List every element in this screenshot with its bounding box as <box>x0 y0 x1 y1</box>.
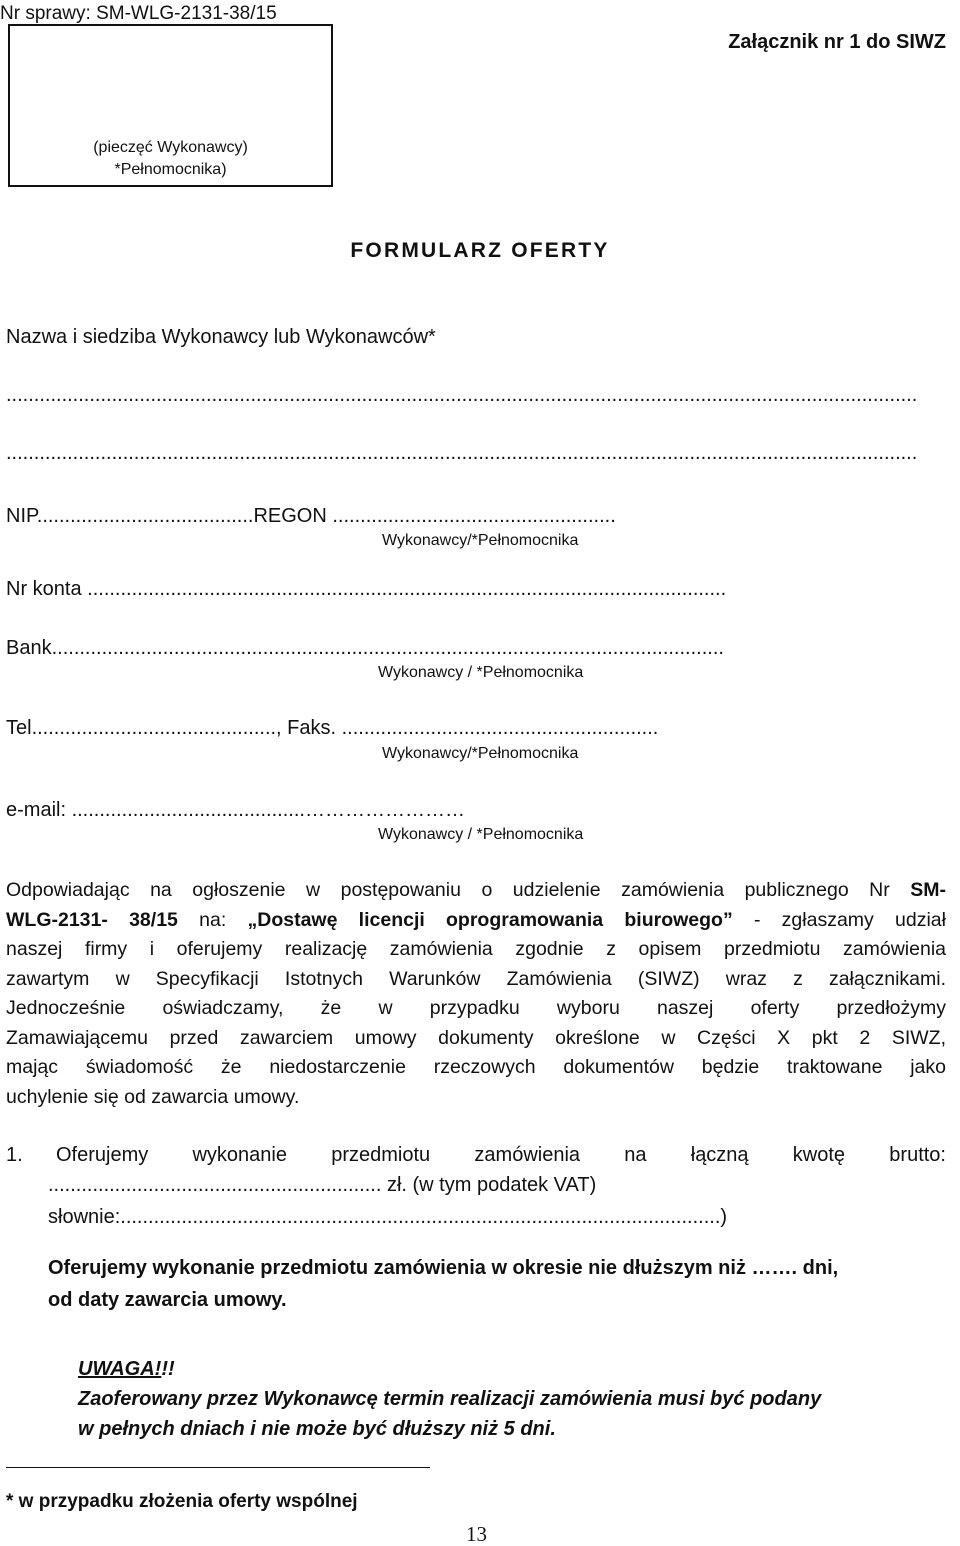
paragraph-line-2: WLG-2131- 38/15 na: „Dostawę licencji oprogramowania biurowego” - zgłaszamy udział <box>6 908 946 931</box>
nip-regon-line: NIP.......................................REGON ................................................... <box>6 505 616 527</box>
deadline-line-2: od daty zawarcia umowy. <box>48 1289 287 1311</box>
deadline-line-1: Oferujemy wykonanie przedmiotu zamówienia w okresie nie dłuższym niż ……. dni, <box>48 1257 839 1279</box>
paragraph-line-1: Odpowiadając na ogłoszenie w postępowaniu o udzielenie zamówienia publicznego Nr SM- <box>6 879 946 901</box>
paragraph-line-4: zawartym w Specyfikacji Istotnych Warunków Zamówienia (SIWZ) wraz z załącznikami. <box>6 967 946 990</box>
bank-line: Bank......................................................................................................................... <box>6 637 724 659</box>
note-label: UWAGA!!! <box>78 1358 175 1380</box>
paragraph-line-5: Jednocześnie oświadczamy, że w przypadku wyboru naszej oferty przedłożymy <box>6 997 946 1019</box>
contractor-dots-line-1: .................................................................................................................................................................... <box>6 384 918 406</box>
footnote-separator <box>6 1467 430 1468</box>
footnote: * w przypadku złożenia oferty wspólnej <box>6 1491 358 1512</box>
stamp-caption-line2: *Pełnomocnika) <box>114 161 227 178</box>
stamp-box <box>8 24 333 187</box>
paragraph-line-6: Zamawiającemu przed zawarciem umowy dokumenty określone w Części X pkt 2 SIWZ, <box>6 1026 946 1049</box>
contractor-dots-line-2: .................................................................................................................................................................... <box>6 442 918 464</box>
bank-caption: Wykonawcy / *Pełnomocnika <box>378 664 584 681</box>
order-subject: „Dostawę licencji oprogramowania biurowego” <box>247 908 733 931</box>
offer-item-number: 1. <box>6 1144 23 1166</box>
page-number: 13 <box>466 1522 487 1546</box>
tel-caption: Wykonawcy/*Pełnomocnika <box>382 745 579 762</box>
email-line: e-mail: ..........................................…………………… <box>6 799 465 821</box>
tel-fax-line: Tel............................................, Faks. ......................................................... <box>6 717 659 739</box>
offer-amount-line: ............................................................ zł. (w tym podatek VAT) <box>48 1174 597 1196</box>
paragraph-line-7: mając świadomość że niedostarczenie rzeczowych dokumentów będzie traktowane jako <box>6 1056 946 1078</box>
stamp-caption <box>10 137 331 181</box>
form-title: FORMULARZ OFERTY <box>350 239 610 262</box>
stamp-caption-line1: (pieczęć Wykonawcy) <box>93 139 248 156</box>
paragraph-line-3: naszej firmy i oferujemy realizację zamówienia zgodnie z opisem przedmiotu zamówienia <box>6 938 946 960</box>
note-line-1: Zaoferowany przez Wykonawcę termin realizacji zamówienia musi być podany <box>78 1388 822 1410</box>
contractor-name-label: Nazwa i siedziba Wykonawcy lub Wykonawców* <box>6 326 436 348</box>
nip-caption: Wykonawcy/*Pełnomocnika <box>382 532 579 549</box>
email-caption: Wykonawcy / *Pełnomocnika <box>378 826 584 843</box>
account-line: Nr konta ................................................................................................................... <box>6 578 727 600</box>
note-line-2: w pełnych dniach i nie może być dłuższy niż 5 dni. <box>78 1418 556 1440</box>
offer-words-line: słownie:............................................................................................................) <box>48 1206 728 1228</box>
case-number: Nr sprawy: SM-WLG-2131-38/15 <box>0 3 277 24</box>
paragraph-line-8: uchylenie się od zawarcia umowy. <box>6 1085 300 1108</box>
attachment-title: Załącznik nr 1 do SIWZ <box>728 31 946 53</box>
main-paragraph <box>6 876 946 1112</box>
offer-line-1: Oferujemy wykonanie przedmiotu zamówienia na łączną kwotę brutto: <box>56 1144 946 1166</box>
